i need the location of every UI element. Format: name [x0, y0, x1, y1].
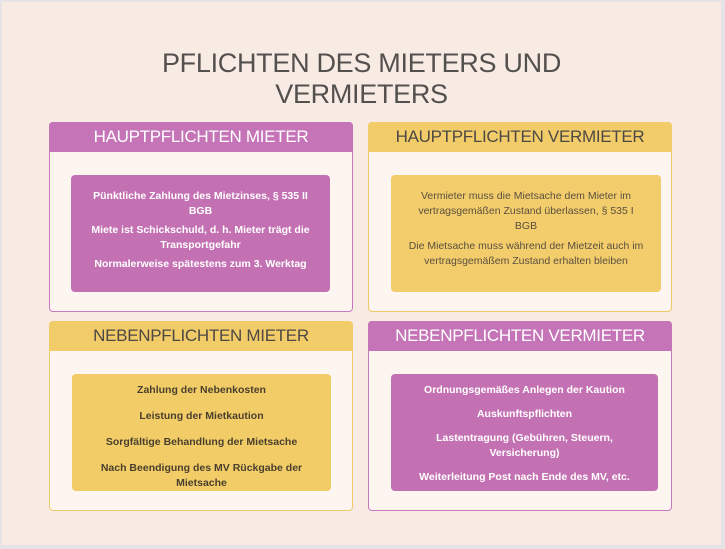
- card-body: [391, 175, 661, 292]
- list-item: Leistung der Mietkaution: [139, 410, 264, 422]
- card-header: HAUPTPFLICHTEN VERMIETER: [368, 122, 672, 152]
- list-item: Lastentragung (Gebühren, Steuern, Versicherung): [436, 432, 613, 459]
- title-line-1: PFLICHTEN DES MIETERS UND: [161, 48, 562, 78]
- page-title: [2, 48, 721, 110]
- list-item: Auskunftspflichten: [476, 408, 573, 420]
- card-hauptpflichten-vermieter: [368, 122, 672, 312]
- list-item: Normalerweise spätestens zum 3. Werktag: [94, 258, 307, 270]
- list-item: Ordnungsgemäßes Anlegen der Kaution: [424, 384, 625, 396]
- card-header: NEBENPFLICHTEN VERMIETER: [368, 321, 672, 351]
- list-item: Sorgfältige Behandlung der Mietsache: [105, 436, 298, 448]
- card-nebenpflichten-mieter: [49, 321, 353, 511]
- list-item: Miete ist Schickschuld, d. h. Mieter trägt die Transportgefahr: [91, 224, 310, 251]
- list-item: Nach Beendigung des MV Rückgabe der Mietsache: [100, 462, 303, 489]
- list-item: Die Mietsache muss während der Mietzeit auch im vertragsgemäßem Zustand erhalten bleiben: [408, 240, 644, 267]
- card-header: NEBENPFLICHTEN MIETER: [49, 321, 353, 351]
- card-nebenpflichten-vermieter: [368, 321, 672, 511]
- card-body: [72, 374, 331, 491]
- list-item: Weiterleitung Post nach Ende des MV, etc.: [419, 471, 630, 483]
- card-header: HAUPTPFLICHTEN MIETER: [49, 122, 353, 152]
- list-item: Vermieter muss die Mietsache dem Mieter im vertragsgemäßen Zustand überlassen, § 535 I BGB: [418, 190, 634, 232]
- title-line-2: VERMIETERS: [275, 79, 448, 109]
- list-item: Zahlung der Nebenkosten: [137, 384, 266, 396]
- slide: [2, 2, 721, 545]
- list-item: Pünktliche Zahlung des Mietzinses, § 535 II BGB: [93, 190, 308, 217]
- card-body: [391, 374, 658, 491]
- card-body: [71, 175, 330, 292]
- card-hauptpflichten-mieter: [49, 122, 353, 312]
